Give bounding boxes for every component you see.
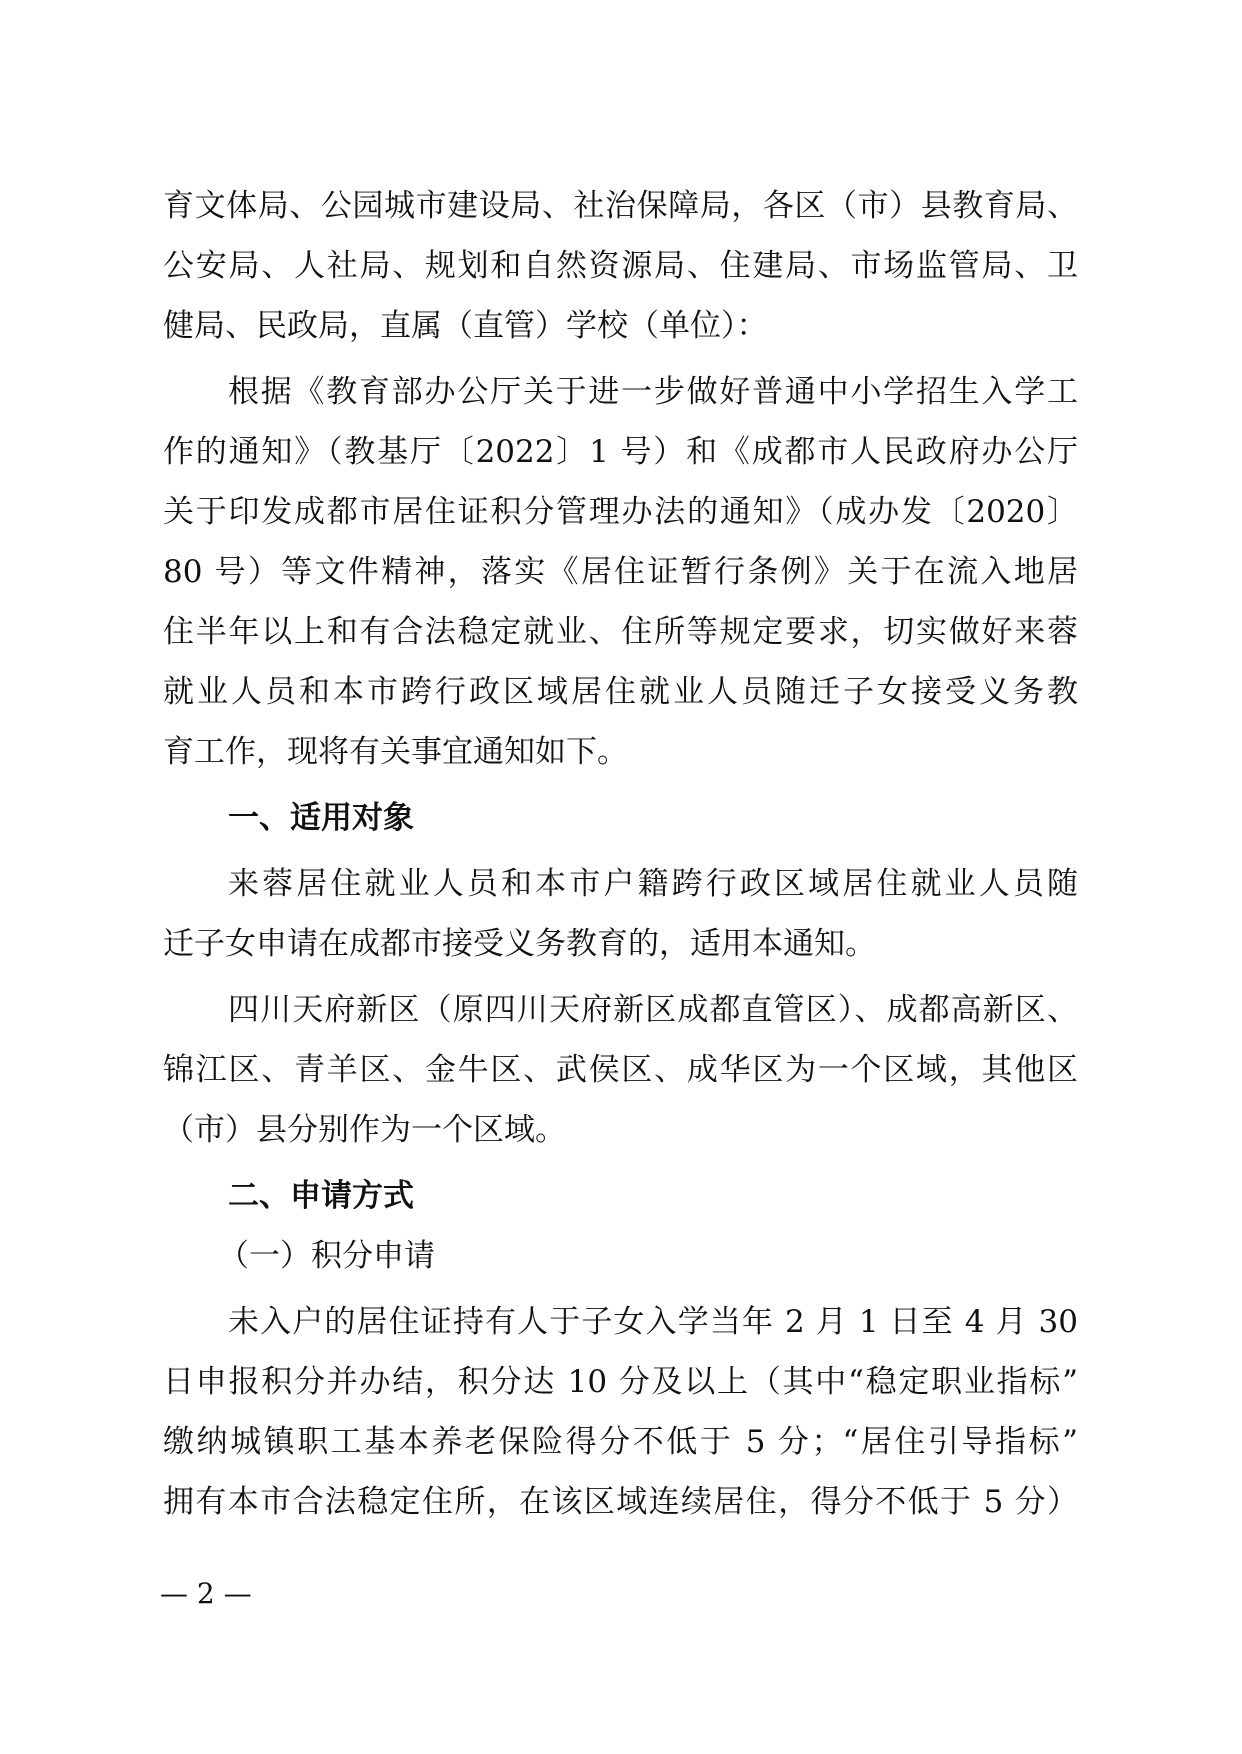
body-text-line: 健局、民政局，直属（直管）学校（单位）： <box>163 308 768 344</box>
page-number: — 2 — <box>160 1577 252 1610</box>
body-text-line: 住半年以上和有合法稳定就业、住所等规定要求，切实做好来蓉 <box>163 614 1078 650</box>
body-text-line: 未入户的居住证持有人于子女入学当年 2 月 1 日至 4 月 30 <box>228 1304 1078 1340</box>
body-text-line: 关于印发成都市居住证积分管理办法的通知》（成办发〔2020〕 <box>163 494 1078 530</box>
body-text-line: 作的通知》（教基厅〔2022〕1 号）和《成都市人民政府办公厅 <box>163 434 1078 470</box>
body-text-line: 就业人员和本市跨行政区域居住就业人员随迁子女接受义务教 <box>163 674 1078 710</box>
subsection-heading: （一）积分申请 <box>218 1238 435 1274</box>
body-text-line: （市）县分别作为一个区域。 <box>163 1112 566 1148</box>
body-text-line: 拥有本市合法稳定住所，在该区域连续居住，得分不低于 5 分） <box>163 1484 1078 1520</box>
body-text-line: 四川天府新区（原四川天府新区成都直管区）、成都高新区、 <box>228 992 1078 1028</box>
body-text-line: 育工作，现将有关事宜通知如下。 <box>163 734 628 770</box>
section-heading: 一、适用对象 <box>228 800 414 836</box>
body-text-line: 缴纳城镇职工基本养老保险得分不低于 5 分；“居住引导指标” <box>163 1424 1078 1460</box>
body-text-line: 来蓉居住就业人员和本市户籍跨行政区域居住就业人员随 <box>228 866 1078 902</box>
body-text-line: 根据《教育部办公厅关于进一步做好普通中小学招生入学工 <box>228 374 1078 410</box>
body-text-line: 迁子女申请在成都市接受义务教育的，适用本通知。 <box>163 926 876 962</box>
section-heading: 二、申请方式 <box>228 1178 414 1214</box>
body-text-line: 育文体局、公园城市建设局、社治保障局，各区（市）县教育局、 <box>163 188 1078 224</box>
body-text-line: 日申报积分并办结，积分达 10 分及以上（其中“稳定职业指标” <box>163 1364 1078 1400</box>
body-text-line: 公安局、人社局、规划和自然资源局、住建局、市场监管局、卫 <box>163 248 1078 284</box>
body-text-line: 80 号）等文件精神，落实《居住证暂行条例》关于在流入地居 <box>163 554 1078 590</box>
body-text-line: 锦江区、青羊区、金牛区、武侯区、成华区为一个区域，其他区 <box>163 1052 1078 1088</box>
